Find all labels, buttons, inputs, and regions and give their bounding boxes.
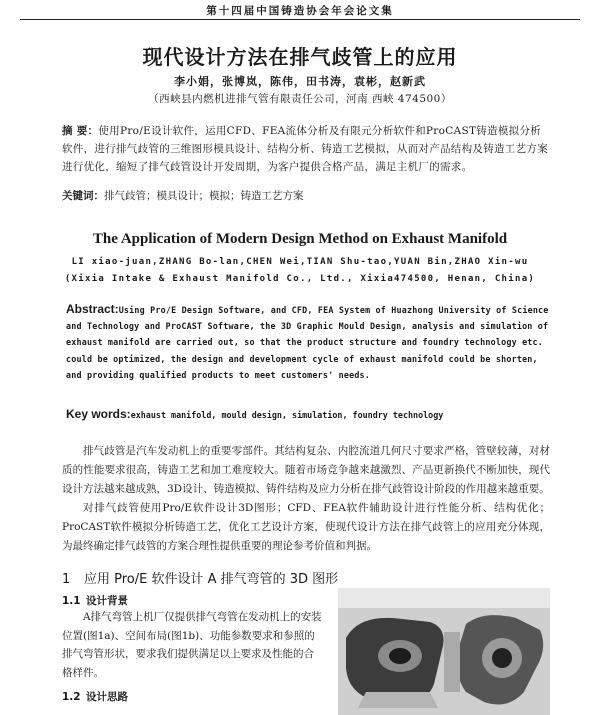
abstract-cn (62, 122, 550, 176)
affiliation-en: (Xixia Intake & Exhaust Manifold Co., Ltd., Xixia474500, Henan, China) (64, 274, 536, 284)
abstract-cn-label: 摘 要： (62, 125, 99, 137)
subsection-1-2-title: 设计思路 (86, 691, 128, 703)
body-paragraph-3: A排气弯管上机厂仅提供排气弯管在发动机上的安装位置(图1a)、空间布局(图1b)、功能参数要求和参照的排气弯管形状，要求我们提供满足以上要求及性能的合格样件。 (62, 611, 322, 679)
figure-top-band (338, 588, 550, 608)
keywords-cn (62, 188, 550, 203)
keywords-en-label: Key words: (66, 407, 131, 421)
manifold-port-right (492, 648, 512, 668)
subsection-1-1-heading (62, 593, 128, 608)
abstract-en (66, 301, 550, 383)
subsection-1-1-title: 设计背景 (86, 595, 128, 607)
keywords-en (66, 407, 550, 421)
keywords-cn-label: 关键词： (62, 190, 104, 202)
abstract-en-label: Abstract: (66, 302, 119, 316)
figure-divider (444, 632, 460, 692)
header-rule (20, 19, 580, 20)
subsection-1-2-heading (62, 689, 128, 704)
section-1-number: 1 (62, 572, 71, 587)
authors-en: LI xiao-juan,ZHANG Bo-lan,CHEN Wei,TIAN Shu-tao,YUAN Bin,ZHAO Xin-wu (71, 257, 529, 267)
abstract-cn-text: 使用Pro/E设计软件，运用CFD、FEA流体分析及有限元分析软件和ProCAST铸造模拟分析软件，进行排气歧管的三维图形模具设计、结构分析、铸造工艺模拟，从而对产品结构及铸造工艺方案进行优化，缩短了排气歧管设计开发周期，为客户提供合格产品，满足主机厂的需求。 (62, 125, 548, 173)
running-header: 第十四届中国铸造协会年会论文集 (206, 5, 394, 17)
section-1-heading (62, 568, 338, 587)
subsection-1-2-number: 1.2 (62, 691, 81, 703)
manifold-base-plate (358, 692, 438, 708)
paper-title-en: The Application of Modern Design Method on Exhaust Manifold (92, 231, 508, 247)
paper-title-cn: 现代设计方法在排气歧管上的应用 (142, 45, 458, 69)
body-paragraph-1: 排气歧管是汽车发动机上的重要零部件。其结构复杂、内腔流道几何尺寸要求严格，管壁较薄，对材质的性能要求很高，铸造工艺和加工难度较大。随着市场竞争越来越激烈、产品更新换代不断加快，现代设计方法越来越成熟，3D设计、铸造模拟、铸件结构及应力分析在排气歧管设计阶段的作用越来越重要。 (62, 445, 550, 495)
keywords-en-text: exhaust manifold, mould design, simulation, foundry technology (130, 410, 444, 420)
authors-cn: 李小娟，张博岚，陈伟，田书涛，袁彬，赵新武 (174, 75, 426, 88)
manifold-port-left (389, 648, 411, 664)
keywords-cn-text: 排气歧管；模具设计；模拟；铸造工艺方案 (104, 190, 304, 202)
subsection-1-1-number: 1.1 (62, 595, 81, 607)
figure-1-manifold-photo (338, 588, 550, 715)
affiliation-cn: （西峡县内燃机进排气管有限责任公司，河南 西峡 474500） (148, 93, 452, 105)
abstract-en-text: Using Pro/E Design Software, and CFD, FEA System of Huazhong University of Science and Technology and ProCAST Software, the 3D Graphic Mould Design, analysis and simulation of exhaust manifold are carried out, so that the product structure and foundry technology etc. could be optimized, the design and development cycle of exhaust manifold could be shorten, and providing qualified products to meet customers' needs. (66, 305, 549, 380)
section-1-title: 应用 Pro/E 软件设计 A 排气弯管的 3D 图形 (84, 572, 339, 587)
body-paragraph-2: 对排气歧管使用Pro/E软件设计3D图形；CFD、FEA软件辅助设计进行性能分析、结构优化；ProCAST软件模拟分析铸造工艺，优化工艺设计方案，使现代设计方法在排气歧管上的应用充分体现，为最终确定排气歧管的方案合理性提供重要的理论参考价值和判据。 (62, 502, 550, 552)
